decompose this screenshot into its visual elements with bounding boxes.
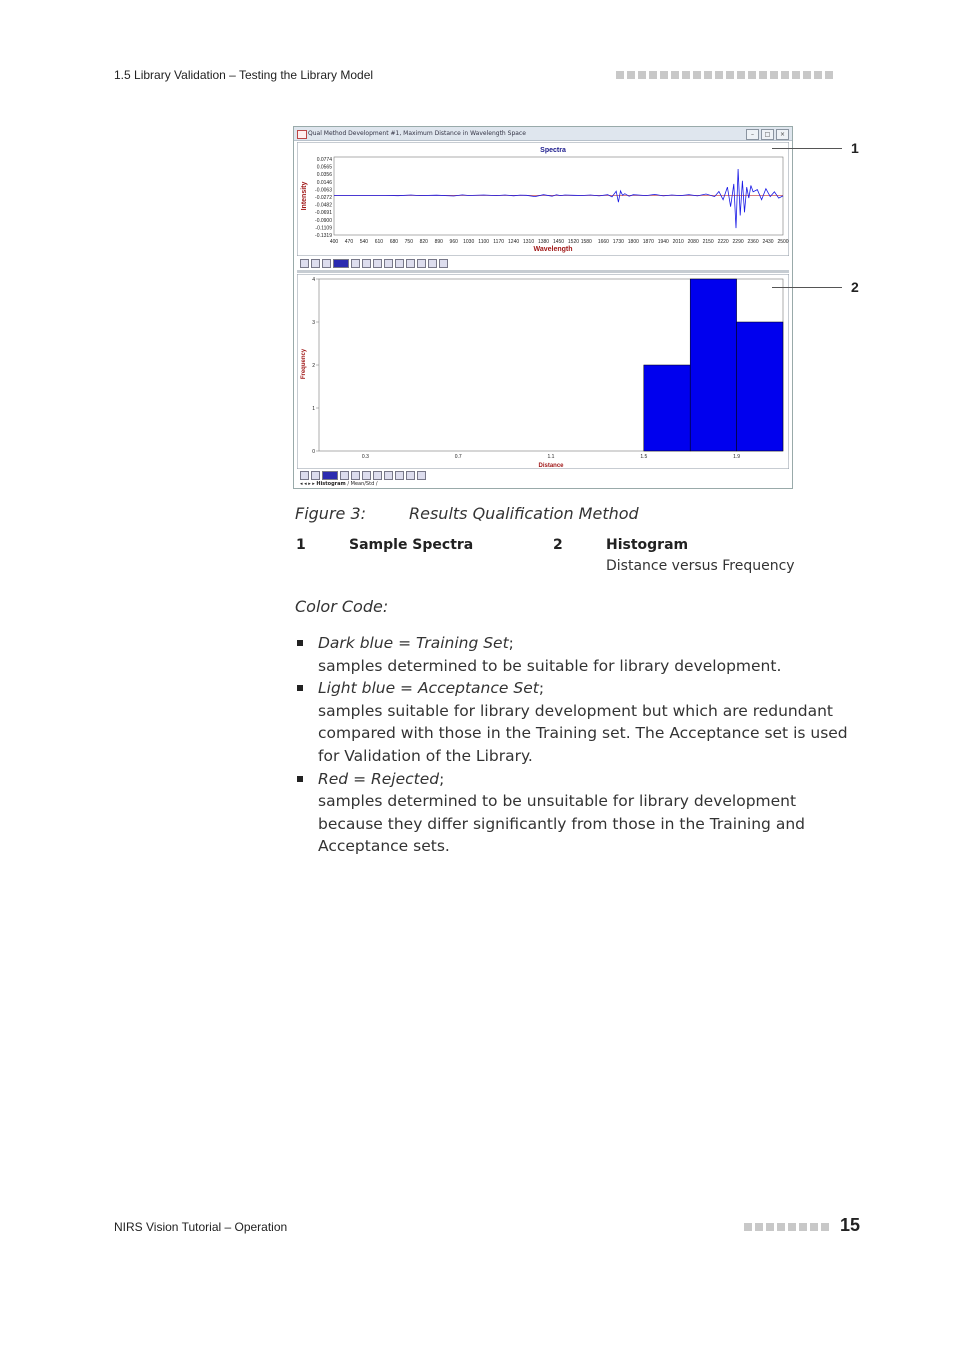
x-tick-label: 2220	[717, 239, 729, 245]
y-tick-label: -0.0900	[315, 217, 332, 224]
x-tick-label: 2010	[672, 239, 684, 245]
color-code-heading: Color Code:	[295, 597, 389, 616]
search-icon[interactable]	[406, 471, 415, 480]
x-tick-label: 1310	[523, 239, 535, 245]
x-tick-label: 610	[374, 239, 384, 245]
x-tick-label: 0.7	[454, 454, 462, 460]
x-tick-label: 1520	[567, 239, 580, 245]
splitter[interactable]	[297, 270, 789, 273]
legend-number-1: 1	[296, 537, 306, 553]
tool-icon[interactable]	[351, 471, 360, 480]
app-window	[293, 126, 793, 489]
legend-number-2: 2	[553, 537, 563, 553]
tab-nav-arrows[interactable]: ◂ ◂ ▸ ▸	[300, 481, 315, 487]
tool-icon[interactable]	[439, 259, 448, 268]
x-tick-label: 1380	[537, 239, 550, 245]
tool-icon[interactable]	[300, 471, 309, 480]
description: samples determined to be suitable for library development.	[318, 656, 782, 675]
term: Light blue = Acceptance Set	[318, 679, 539, 698]
tool-icon[interactable]	[373, 471, 382, 480]
bullet-icon	[297, 776, 303, 782]
x-tick-label: 2360	[747, 239, 759, 245]
tab-histogram[interactable]: Histogram	[316, 481, 346, 487]
footer-decoration	[744, 1223, 829, 1231]
print-icon[interactable]	[311, 471, 320, 480]
histogram-toolbar	[300, 470, 426, 480]
color-bar-icon[interactable]	[322, 471, 338, 480]
chart-title: Spectra	[540, 147, 566, 154]
tab-mean-std[interactable]: Mean/Std	[350, 481, 375, 487]
x-tick-label: 1240	[508, 239, 520, 245]
zoom-icon[interactable]	[395, 471, 404, 480]
y-tick-label: 0.0565	[316, 164, 332, 171]
legend-title-1: Sample Spectra	[349, 537, 474, 553]
histogram-bar	[690, 279, 736, 451]
x-axis-label: Wavelength	[533, 246, 573, 253]
figure-title: Results Qualification Method	[409, 504, 639, 523]
x-tick-label: 1800	[627, 239, 639, 245]
x-tick-label: 2080	[687, 239, 699, 245]
x-tick-label: 1170	[493, 239, 505, 245]
term-sep: ;	[439, 769, 445, 788]
x-tick-label: 2500	[777, 239, 789, 245]
tool-icon[interactable]	[311, 259, 320, 268]
minimize-icon[interactable]: –	[746, 129, 759, 140]
search-icon[interactable]	[428, 259, 437, 268]
histogram-chart	[297, 274, 789, 469]
description: samples suitable for library development but which are redundant compared with those in the Training set. The Acceptance set is used for Validation of the Library.	[318, 701, 848, 765]
x-tick-label: 1.5	[640, 454, 648, 460]
x-tick-label: 2290	[732, 239, 744, 245]
callout-1: 1	[851, 140, 859, 156]
x-tick-label: 0.3	[361, 454, 369, 460]
x-tick-label: 820	[419, 239, 428, 245]
x-tick-label: 1660	[597, 239, 609, 245]
y-tick-label: -0.1109	[315, 225, 332, 232]
running-header: 1.5 Library Validation – Testing the Library Model	[114, 68, 374, 82]
print-icon[interactable]	[322, 259, 331, 268]
close-icon[interactable]: ×	[776, 129, 789, 140]
tool-icon[interactable]	[340, 471, 349, 480]
y-tick-label: -0.0272	[315, 195, 332, 201]
y-tick-label: 0.0356	[316, 172, 332, 179]
y-axis-label: Frequency	[301, 348, 307, 380]
histogram-bar	[737, 322, 783, 451]
tool-icon[interactable]	[384, 259, 393, 268]
callout-2: 2	[851, 279, 859, 295]
header-decoration	[616, 71, 833, 79]
zoom-icon[interactable]	[417, 259, 426, 268]
sheet-tabs: ◂ ◂ ▸ ▸ Histogram / Mean/Std /	[300, 481, 378, 487]
page-number: 15	[840, 1215, 861, 1235]
spectra-toolbar	[300, 258, 448, 268]
bullet-icon	[297, 640, 303, 646]
x-axis-label: Distance	[538, 463, 564, 469]
y-tick-label: -0.0691	[315, 210, 332, 217]
y-tick-label: 3	[312, 320, 315, 326]
tool-icon[interactable]	[406, 259, 415, 268]
tool-icon[interactable]	[373, 259, 382, 268]
tool-icon[interactable]	[300, 259, 309, 268]
y-tick-label: 4	[312, 277, 315, 283]
callout-line-1	[772, 148, 842, 149]
list-item	[295, 677, 865, 767]
legend-desc-2: Distance versus Frequency	[606, 558, 795, 574]
x-tick-label: 680	[389, 239, 399, 245]
x-tick-label: 1940	[657, 239, 669, 245]
spectra-chart	[297, 142, 789, 256]
x-tick-label: 750	[404, 239, 414, 245]
running-footer: NIRS Vision Tutorial – Operation	[114, 1220, 288, 1234]
tool-icon[interactable]	[384, 471, 393, 480]
y-tick-label: -0.0063	[315, 187, 332, 194]
figure-label: Figure 3:	[295, 504, 367, 523]
x-tick-label: 2150	[702, 239, 714, 245]
x-tick-label: 960	[449, 239, 458, 245]
x-tick-label: 1580	[580, 239, 592, 245]
term-sep: ;	[538, 679, 545, 698]
color-code-list	[295, 632, 865, 858]
tool-icon[interactable]	[362, 259, 371, 268]
bullet-icon	[297, 685, 303, 691]
x-tick-label: 540	[359, 239, 369, 245]
tool-icon[interactable]	[351, 259, 360, 268]
x-tick-label: 1730	[612, 239, 624, 245]
description: samples determined to be unsuitable for library development because they differ significantly from those in the Training and Acceptance sets.	[318, 792, 805, 856]
y-tick-label: 1	[312, 406, 315, 412]
list-item	[295, 632, 865, 677]
x-tick-label: 400	[329, 239, 339, 245]
term: Dark blue = Training Set	[318, 634, 509, 652]
x-tick-label: 1100	[478, 239, 490, 245]
term: Red = Rejected	[318, 769, 440, 788]
y-axis-label: Intensity	[301, 181, 308, 211]
histogram-bar	[644, 365, 690, 451]
color-bar-icon[interactable]	[333, 259, 349, 268]
y-tick-label: 0.0774	[316, 157, 332, 163]
tool-icon[interactable]	[362, 471, 371, 480]
x-tick-label: 1450	[552, 239, 565, 245]
x-tick-label: 1.1	[547, 454, 555, 460]
legend-title-2: Histogram	[606, 537, 689, 553]
x-tick-label: 1030	[463, 239, 475, 245]
app-icon	[297, 130, 307, 139]
term-sep: ;	[508, 634, 514, 652]
y-tick-label: 0.0146	[316, 179, 332, 186]
tool-icon[interactable]	[395, 259, 404, 268]
window-title: Qual Method Development #1, Maximum Distance in Wavelength Space	[308, 130, 526, 137]
x-tick-label: 1.9	[733, 454, 741, 460]
callout-line-2	[772, 287, 842, 288]
x-tick-label: 2430	[762, 239, 774, 245]
x-tick-label: 1870	[642, 239, 654, 245]
x-tick-label: 890	[434, 239, 443, 245]
x-tick-label: 470	[344, 239, 354, 245]
maximize-icon[interactable]: □	[761, 129, 774, 140]
list-item	[295, 768, 865, 858]
y-tick-label: -0.1319	[315, 233, 332, 239]
y-tick-label: -0.0482	[315, 202, 332, 209]
y-tick-label: 0	[312, 449, 315, 455]
y-tick-label: 2	[312, 363, 315, 369]
tool-icon[interactable]	[417, 471, 426, 480]
window-titlebar	[294, 127, 792, 141]
